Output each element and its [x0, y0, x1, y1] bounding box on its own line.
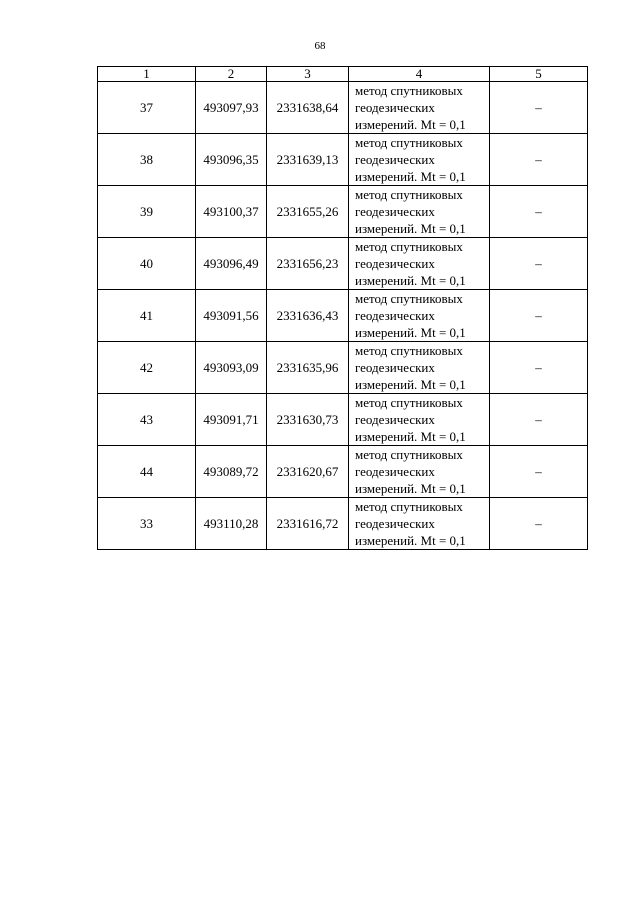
method-line: геодезических [355, 256, 435, 271]
note-cell: – [490, 186, 588, 238]
method-line: метод спутниковых [355, 447, 463, 462]
table-row [98, 238, 588, 290]
note-cell: – [490, 134, 588, 186]
point-number-cell: 33 [98, 498, 196, 550]
point-number-cell: 39 [98, 186, 196, 238]
y-coordinate-cell: 2331636,43 [267, 290, 349, 342]
method-line: измерений. Mt = 0,1 [355, 533, 466, 548]
method-line: геодезических [355, 100, 435, 115]
method-line: метод спутниковых [355, 499, 463, 514]
note-cell: – [490, 446, 588, 498]
method-cell [349, 82, 490, 134]
method-cell [349, 290, 490, 342]
method-line: метод спутниковых [355, 395, 463, 410]
table-row [98, 134, 588, 186]
method-line: измерений. Mt = 0,1 [355, 481, 466, 496]
x-coordinate-cell: 493096,49 [196, 238, 267, 290]
y-coordinate-cell: 2331620,67 [267, 446, 349, 498]
method-line: геодезических [355, 308, 435, 323]
table-row [98, 82, 588, 134]
method-cell [349, 446, 490, 498]
x-coordinate-cell: 493089,72 [196, 446, 267, 498]
header-col-3: 3 [267, 67, 349, 82]
header-row [98, 67, 588, 82]
method-line: геодезических [355, 360, 435, 375]
method-line: измерений. Mt = 0,1 [355, 169, 466, 184]
table-row [98, 290, 588, 342]
method-line: метод спутниковых [355, 83, 463, 98]
note-cell: – [490, 394, 588, 446]
x-coordinate-cell: 493100,37 [196, 186, 267, 238]
y-coordinate-cell: 2331630,73 [267, 394, 349, 446]
method-line: геодезических [355, 464, 435, 479]
method-line: измерений. Mt = 0,1 [355, 325, 466, 340]
note-cell: – [490, 238, 588, 290]
table-row [98, 446, 588, 498]
note-cell: – [490, 342, 588, 394]
x-coordinate-cell: 493091,56 [196, 290, 267, 342]
method-line: геодезических [355, 412, 435, 427]
method-line: метод спутниковых [355, 239, 463, 254]
point-number-cell: 43 [98, 394, 196, 446]
method-line: метод спутниковых [355, 291, 463, 306]
method-line: геодезических [355, 204, 435, 219]
method-cell [349, 134, 490, 186]
table-row [98, 342, 588, 394]
table-header [98, 67, 588, 82]
point-number-cell: 41 [98, 290, 196, 342]
method-cell [349, 498, 490, 550]
y-coordinate-cell: 2331635,96 [267, 342, 349, 394]
method-line: измерений. Mt = 0,1 [355, 429, 466, 444]
method-line: метод спутниковых [355, 187, 463, 202]
y-coordinate-cell: 2331616,72 [267, 498, 349, 550]
x-coordinate-cell: 493096,35 [196, 134, 267, 186]
header-col-5: 5 [490, 67, 588, 82]
point-number-cell: 44 [98, 446, 196, 498]
point-number-cell: 38 [98, 134, 196, 186]
y-coordinate-cell: 2331656,23 [267, 238, 349, 290]
header-col-2: 2 [196, 67, 267, 82]
header-col-4: 4 [349, 67, 490, 82]
method-line: метод спутниковых [355, 343, 463, 358]
point-number-cell: 37 [98, 82, 196, 134]
table-body [98, 82, 588, 550]
y-coordinate-cell: 2331638,64 [267, 82, 349, 134]
method-cell [349, 238, 490, 290]
method-cell [349, 186, 490, 238]
method-line: геодезических [355, 516, 435, 531]
method-line: геодезических [355, 152, 435, 167]
method-line: измерений. Mt = 0,1 [355, 377, 466, 392]
y-coordinate-cell: 2331639,13 [267, 134, 349, 186]
method-line: измерений. Mt = 0,1 [355, 273, 466, 288]
x-coordinate-cell: 493091,71 [196, 394, 267, 446]
note-cell: – [490, 82, 588, 134]
table-row [98, 394, 588, 446]
note-cell: – [490, 498, 588, 550]
x-coordinate-cell: 493110,28 [196, 498, 267, 550]
point-number-cell: 42 [98, 342, 196, 394]
page-number: 68 [314, 40, 326, 52]
note-cell: – [490, 290, 588, 342]
table-row [98, 498, 588, 550]
x-coordinate-cell: 493097,93 [196, 82, 267, 134]
method-line: измерений. Mt = 0,1 [355, 117, 466, 132]
coordinates-table [97, 66, 588, 550]
header-col-1: 1 [98, 67, 196, 82]
method-cell [349, 342, 490, 394]
point-number-cell: 40 [98, 238, 196, 290]
y-coordinate-cell: 2331655,26 [267, 186, 349, 238]
method-line: метод спутниковых [355, 135, 463, 150]
method-cell [349, 394, 490, 446]
table-row [98, 186, 588, 238]
method-line: измерений. Mt = 0,1 [355, 221, 466, 236]
x-coordinate-cell: 493093,09 [196, 342, 267, 394]
